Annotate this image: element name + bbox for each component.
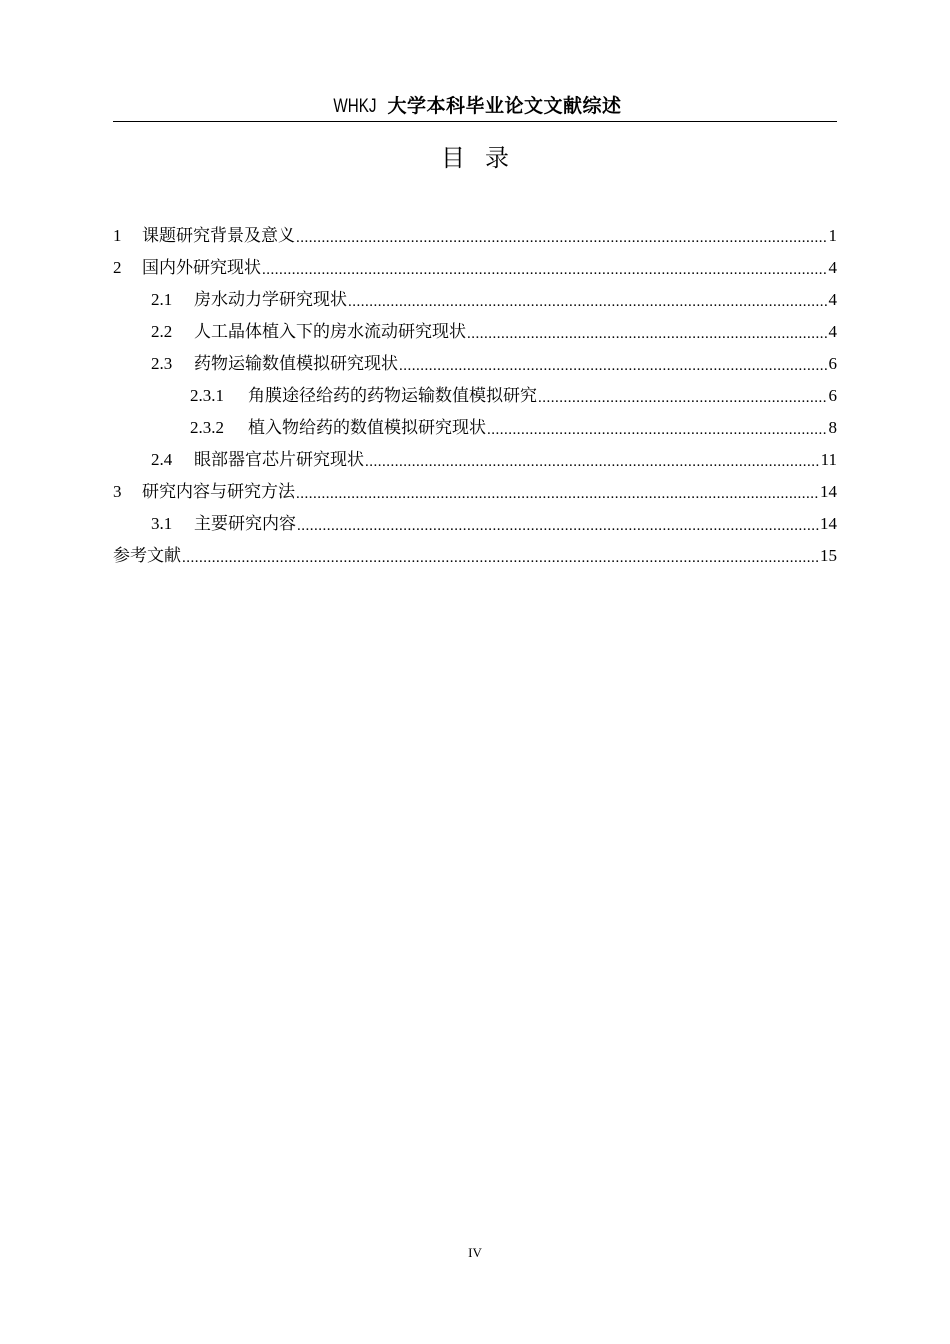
toc-title: 目录 (441, 146, 529, 172)
toc-leader-dots (365, 449, 820, 471)
toc-entry-2[interactable] (113, 247, 837, 279)
toc-entry-2-2[interactable] (113, 311, 837, 343)
toc-entry-number: 2.2 (151, 322, 173, 341)
toc-leader-dots (182, 545, 819, 567)
toc-entry-number: 2 (113, 258, 122, 277)
toc-entry-page: 11 (820, 450, 837, 469)
toc-entry-page: 6 (828, 386, 837, 405)
toc-leader-dots (296, 225, 828, 247)
toc-entry-number: 2.3 (151, 354, 173, 373)
toc-entry-2-3[interactable] (113, 343, 837, 375)
toc-entry-title: 研究内容与研究方法 (142, 482, 295, 501)
header-title-line (328, 94, 621, 120)
toc-entry-title: 课题研究背景及意义 (142, 226, 295, 245)
toc-entry-number: 1 (113, 226, 122, 245)
header-latin: WHKJ (333, 96, 377, 117)
page-header (113, 94, 837, 122)
toc-entry-page: 15 (820, 546, 837, 565)
toc-entry-title: 植入物给药的数值模拟研究现状 (248, 418, 486, 437)
toc-entry-2-3-2[interactable] (113, 407, 837, 439)
toc-entry-references[interactable] (113, 535, 837, 567)
toc-leader-dots (467, 321, 828, 343)
toc-entry-page: 4 (828, 290, 837, 309)
toc-entry-number: 3 (113, 482, 122, 501)
toc-leader-dots (297, 513, 819, 535)
toc-entry-title: 眼部器官芯片研究现状 (194, 450, 364, 469)
toc-entry-page: 14 (820, 514, 837, 533)
toc-entry-1[interactable] (113, 215, 837, 247)
toc-leader-dots (262, 257, 828, 279)
toc-entry-page: 8 (828, 418, 837, 437)
toc-entry-number: 2.1 (151, 290, 173, 309)
toc-entry-title: 主要研究内容 (194, 514, 296, 533)
toc-leader-dots (538, 385, 828, 407)
toc-leader-dots (296, 481, 819, 503)
toc-leader-dots (487, 417, 828, 439)
toc-entry-title: 房水动力学研究现状 (194, 290, 347, 309)
toc-entry-number: 2.4 (151, 450, 173, 469)
toc-entry-2-3-1[interactable] (113, 375, 837, 407)
toc-entry-page: 14 (820, 482, 837, 501)
header-title: 大学本科毕业论文文献综述 (387, 96, 622, 117)
toc-entry-page: 4 (828, 322, 837, 341)
toc-leader-dots (399, 353, 828, 375)
toc-entry-page: 1 (828, 226, 837, 245)
table-of-contents (113, 215, 837, 567)
toc-entry-number: 2.3.2 (190, 418, 224, 437)
toc-entry-3[interactable] (113, 471, 837, 503)
toc-entry-number: 3.1 (151, 514, 173, 533)
toc-entry-title: 角膜途径给药的药物运输数值模拟研究 (248, 386, 537, 405)
page-number: IV (468, 1245, 482, 1260)
toc-entry-2-1[interactable] (113, 279, 837, 311)
toc-entry-page: 6 (828, 354, 837, 373)
toc-entry-title: 国内外研究现状 (142, 258, 261, 277)
toc-entry-title: 药物运输数值模拟研究现状 (194, 354, 398, 373)
toc-entry-page: 4 (828, 258, 837, 277)
toc-leader-dots (348, 289, 828, 311)
toc-entry-number: 2.3.1 (190, 386, 224, 405)
toc-entry-title: 人工晶体植入下的房水流动研究现状 (194, 322, 466, 341)
toc-entry-2-4[interactable] (113, 439, 837, 471)
toc-entry-title: 参考文献 (113, 546, 181, 565)
toc-entry-3-1[interactable] (113, 503, 837, 535)
